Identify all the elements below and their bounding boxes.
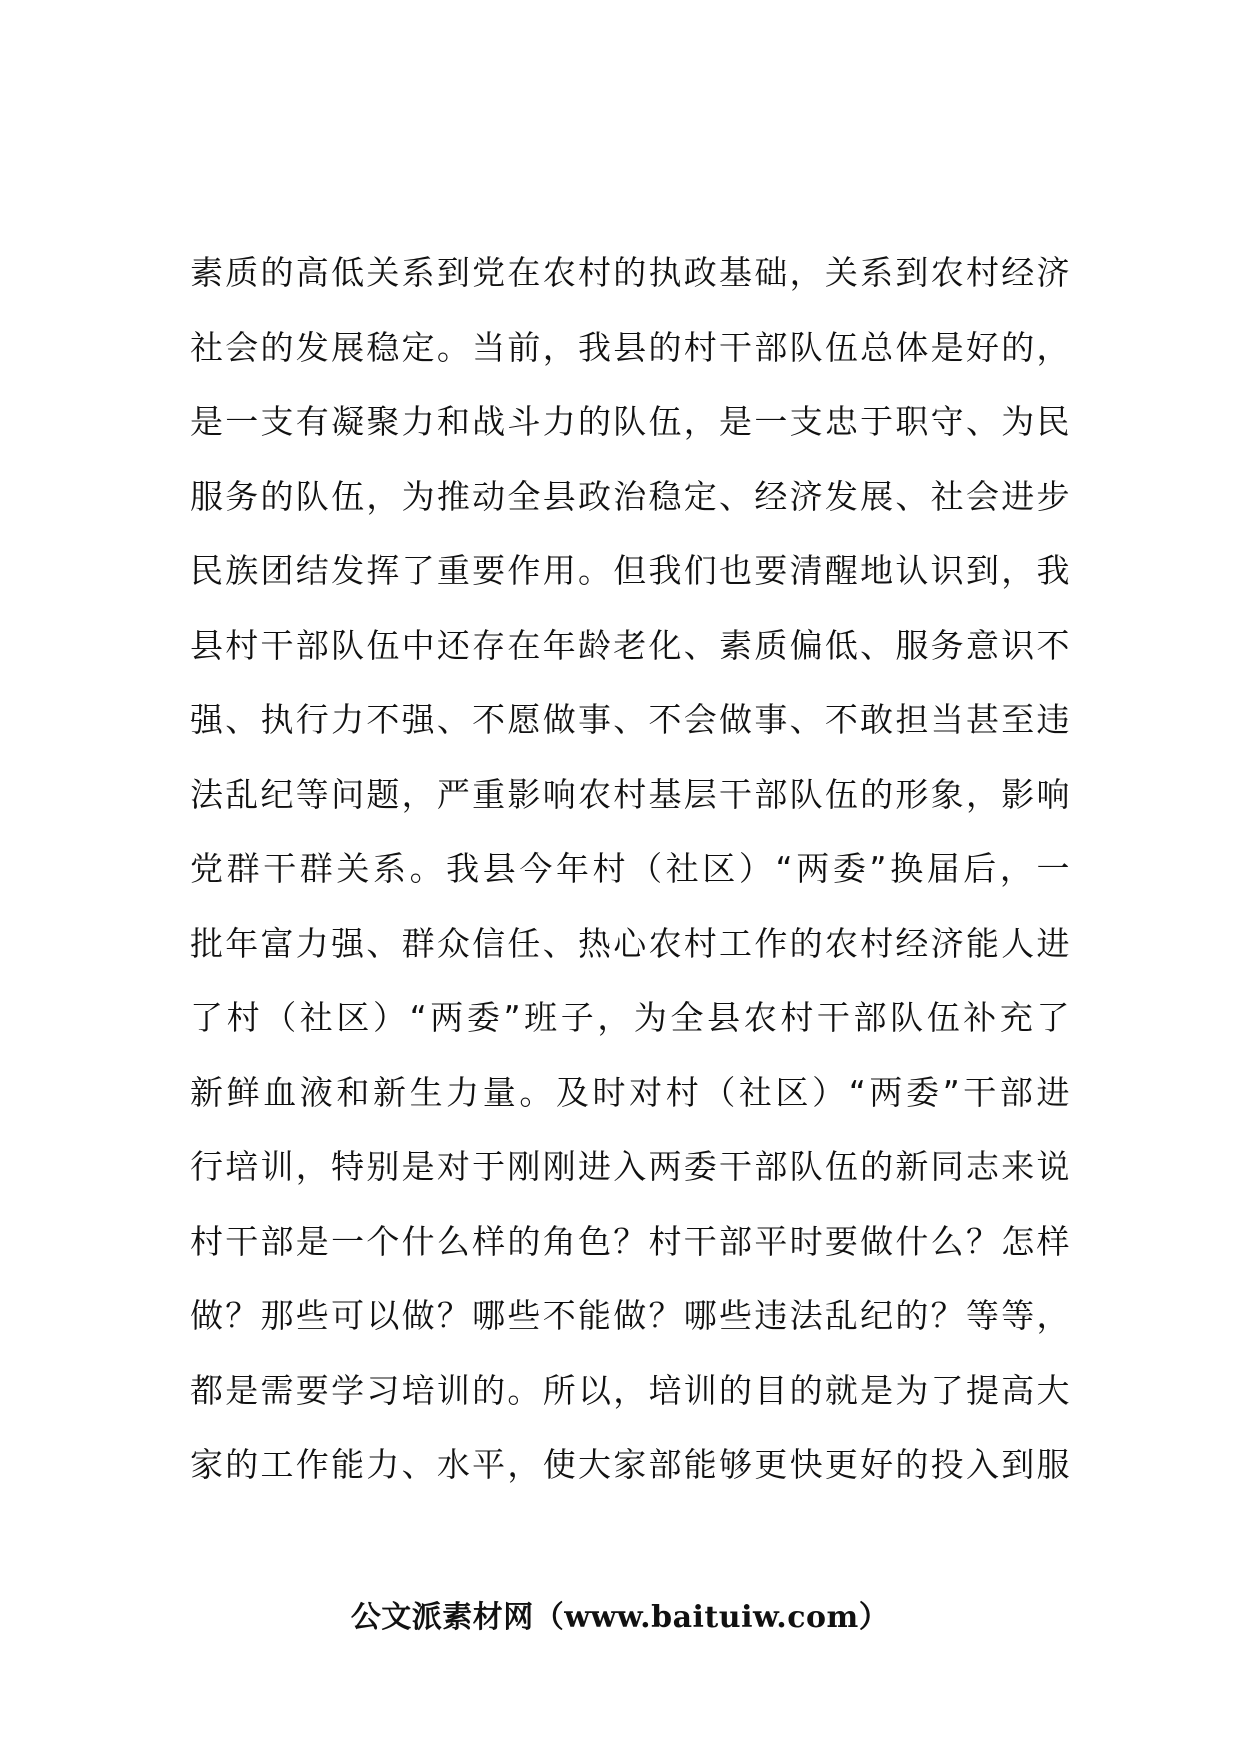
text-line: 社会的发展稳定。当前，我县的村干部队伍总体是好的， bbox=[190, 327, 1070, 367]
text-line: 行培训，特别是对于刚刚进入两委干部队伍的新同志来说 bbox=[190, 1147, 1070, 1186]
text-line: 批年富力强、群众信任、热心农村工作的农村经济能人进 bbox=[190, 923, 1070, 963]
text-line: 法乱纪等问题，严重影响农村基层干部队伍的形象，影响 bbox=[190, 774, 1070, 814]
text-line: 素质的高低关系到党在农村的执政基础，关系到农村经济 bbox=[190, 253, 1070, 292]
text-line: 强、执行力不强、不愿做事、不会做事、不敢担当甚至违 bbox=[190, 700, 1070, 739]
text-line: 了村（社区）“两委”班子，为全县农村干部队伍补充了 bbox=[190, 998, 1070, 1037]
text-line: 县村干部队伍中还存在年龄老化、素质偏低、服务意识不 bbox=[190, 625, 1070, 665]
body-paragraph bbox=[190, 236, 1070, 1503]
text-line: 服务的队伍，为推动全县政治稳定、经济发展、社会进步 bbox=[190, 476, 1070, 516]
footer-source-text: 公文派素材网（www.baituiw.com） bbox=[350, 1600, 890, 1635]
text-line: 家的工作能力、水平，使大家部能够更快更好的投入到服 bbox=[190, 1445, 1070, 1484]
text-line: 做？那些可以做？哪些不能做？哪些违法乱纪的？等等， bbox=[190, 1296, 1070, 1335]
text-line: 新鲜血液和新生力量。及时对村（社区）“两委”干部进 bbox=[190, 1072, 1070, 1112]
text-line: 都是需要学习培训的。所以，培训的目的就是为了提高大 bbox=[190, 1370, 1070, 1410]
text-line: 民族团结发挥了重要作用。但我们也要清醒地认识到，我 bbox=[190, 551, 1070, 590]
text-line: 党群干群关系。我县今年村（社区）“两委”换届后，一 bbox=[190, 849, 1070, 888]
text-line: 是一支有凝聚力和战斗力的队伍，是一支忠于职守、为民 bbox=[190, 402, 1070, 441]
text-line: 村干部是一个什么样的角色？村干部平时要做什么？怎样 bbox=[190, 1221, 1070, 1261]
